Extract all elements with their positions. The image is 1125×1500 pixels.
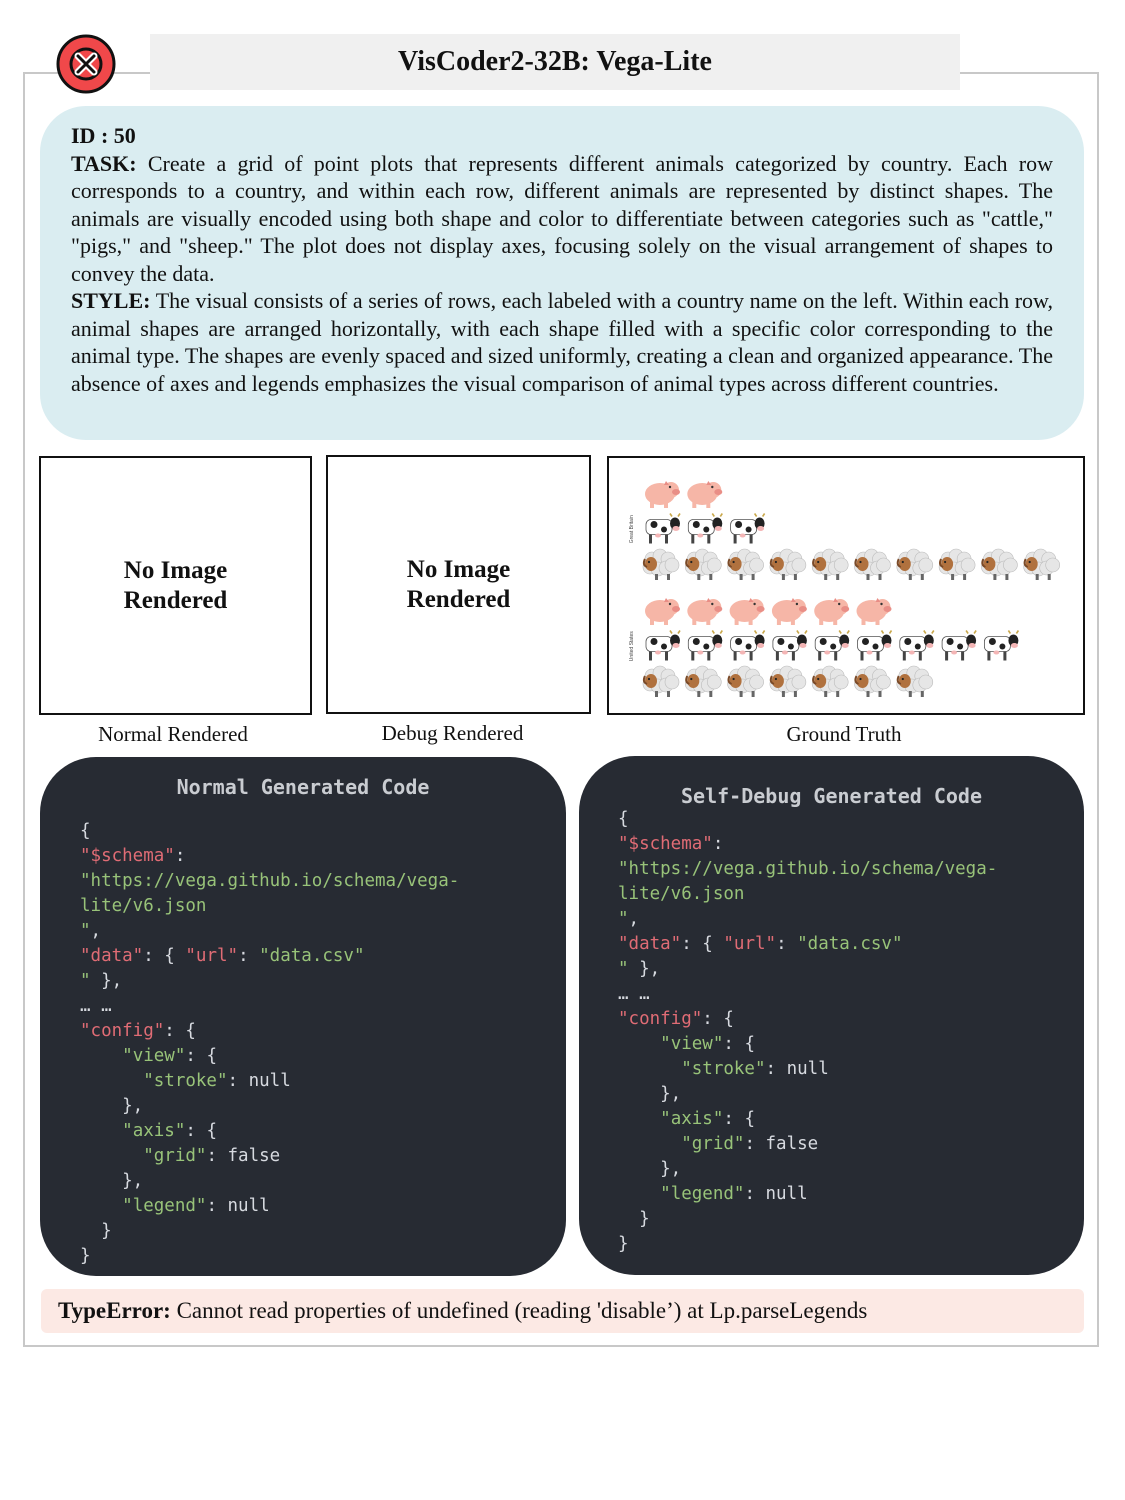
- code-token: : {: [185, 1121, 217, 1141]
- code-line: [618, 1132, 997, 1157]
- debug-code-title: Self-Debug Generated Code: [680, 784, 983, 808]
- no-image-message: [328, 555, 589, 615]
- code-token: ": [618, 909, 629, 929]
- cattle-mark: [646, 631, 680, 661]
- sheep-mark: [855, 666, 891, 697]
- code-line: [618, 1232, 997, 1257]
- code-token: "grid": [681, 1134, 745, 1154]
- style-text: The visual consists of a series of rows, each labeled with a country name on the left. Within each row, animal shapes are arranged horizontally, with each shape filled with a specific color corresponding to the animal type. The shapes are evenly spaced and sized uniformly, creating a clean and organized appearance. The absence of axes and legends emphasizes the visual comparison of animal types across different countries.: [71, 288, 1053, 396]
- code-token: "axis": [660, 1109, 724, 1129]
- pigs-mark: [687, 481, 722, 508]
- code-line: [80, 1194, 459, 1219]
- error-text: Cannot read properties of undefined (reading 'disable’) at Lp.parseLegends: [170, 1298, 868, 1323]
- code-line: [618, 1032, 997, 1057]
- code-token: lite/v6.json: [80, 896, 207, 916]
- code-token: "config": [80, 1021, 165, 1041]
- code-token: "axis": [122, 1121, 186, 1141]
- code-token: ": [80, 921, 91, 941]
- sheep-mark: [643, 666, 679, 697]
- pigs-mark: [772, 598, 807, 625]
- debug-render-caption: Debug Rendered: [381, 721, 524, 745]
- code-line: [618, 1082, 997, 1107]
- task-description: [40, 106, 1084, 440]
- code-line: [80, 1019, 459, 1044]
- code-line: [618, 832, 997, 857]
- code-line: [80, 1169, 459, 1194]
- code-token: … …: [80, 996, 112, 1016]
- code-line: [618, 857, 997, 882]
- sheep-mark: [939, 549, 975, 580]
- cattle-mark: [858, 631, 892, 661]
- code-token: },: [618, 1159, 682, 1179]
- code-line: [80, 919, 459, 944]
- no-image-line2: Rendered: [406, 585, 511, 613]
- code-line: [80, 1119, 459, 1144]
- code-line: [618, 932, 997, 957]
- code-line: [618, 907, 997, 932]
- debug-render-panel: [326, 455, 591, 714]
- code-token: : {: [723, 1034, 755, 1054]
- sheep-mark: [812, 549, 848, 580]
- code-token: ": [80, 971, 91, 991]
- code-token: : {: [681, 934, 724, 954]
- debug-code-block: [579, 756, 1084, 1275]
- code-token: : false: [744, 1134, 819, 1154]
- sheep-mark: [728, 666, 764, 697]
- sheep-mark: [685, 549, 721, 580]
- cattle-mark: [646, 514, 680, 544]
- code-token: :: [712, 834, 724, 854]
- code-token: [618, 1109, 660, 1129]
- ground-truth-caption: Ground Truth: [786, 722, 902, 746]
- code-token: "https://vega.github.io/schema/vega-: [618, 859, 998, 879]
- normal-code-title: Normal Generated Code: [176, 775, 430, 799]
- normal-render-caption: Normal Rendered: [98, 722, 248, 746]
- code-line: [80, 969, 459, 994]
- cattle-mark: [815, 631, 849, 661]
- code-token: "config": [618, 1009, 703, 1029]
- code-token: }: [618, 1209, 650, 1229]
- code-token: },: [628, 959, 661, 979]
- code-token: "view": [660, 1034, 724, 1054]
- code-token: : false: [206, 1146, 281, 1166]
- cattle-mark: [688, 631, 722, 661]
- task-id: ID : 50: [71, 123, 136, 148]
- style-label: STYLE:: [71, 288, 151, 313]
- code-token: [618, 1134, 681, 1154]
- code-token: : null: [744, 1184, 808, 1204]
- code-token: : {: [143, 946, 186, 966]
- code-token: {: [618, 809, 629, 829]
- code-token: "$schema": [618, 834, 713, 854]
- pigs-mark: [645, 598, 680, 625]
- sheep-mark: [643, 549, 679, 580]
- code-token: "stroke": [143, 1071, 228, 1091]
- code-token: :: [238, 946, 260, 966]
- task-text: Create a grid of point plots that represents different animals categorized by country. Each row corresponds to a country, and within each row, different animals are represented by distinct shapes. The animals are visually encoded using both shape and color to differentiate between categories such as "cattle," "pigs," and "sheep." The plot does not display axes, focusing solely on the visual arrangement of shapes to convey the data.: [71, 150, 1053, 286]
- no-image-line2: Rendered: [123, 586, 228, 614]
- code-token: : {: [723, 1109, 755, 1129]
- no-image-line1: No Image: [123, 556, 228, 584]
- code-line: [80, 1144, 459, 1169]
- pigs-mark: [857, 598, 892, 625]
- cattle-mark: [900, 631, 934, 661]
- figure-title: VisCoder2-32B: Vega-Lite: [150, 34, 960, 90]
- code-token: :: [174, 846, 186, 866]
- normal-code-block: [40, 757, 566, 1276]
- code-line: [618, 982, 997, 1007]
- code-token: "stroke": [681, 1059, 766, 1079]
- code-token: [80, 1121, 122, 1141]
- sheep-mark: [770, 549, 806, 580]
- code-line: [618, 1057, 997, 1082]
- code-token: },: [80, 1096, 144, 1116]
- code-line: [618, 1207, 997, 1232]
- normal-code-lines: [80, 819, 459, 1269]
- sheep-mark: [728, 549, 764, 580]
- fail-x-icon: [56, 34, 116, 94]
- pigs-mark: [645, 481, 680, 508]
- sheep-mark: [812, 666, 848, 697]
- cattle-mark: [773, 631, 807, 661]
- code-token: … …: [618, 984, 650, 1004]
- code-token: : null: [227, 1071, 291, 1091]
- code-token: "data.csv": [259, 946, 365, 966]
- cattle-mark: [942, 631, 976, 661]
- code-line: [80, 1219, 459, 1244]
- code-line: [618, 882, 997, 907]
- code-token: ,: [90, 921, 102, 941]
- no-image-message: [41, 556, 310, 616]
- sheep-mark: [685, 666, 721, 697]
- code-token: ,: [628, 909, 640, 929]
- code-line: [80, 944, 459, 969]
- normal-render-panel: [39, 456, 312, 715]
- code-token: lite/v6.json: [618, 884, 745, 904]
- code-line: [618, 1182, 997, 1207]
- error-message: [41, 1289, 1084, 1333]
- error-label: TypeError:: [58, 1298, 171, 1323]
- task-label: TASK:: [71, 150, 137, 176]
- code-token: : null: [206, 1196, 270, 1216]
- code-token: }: [80, 1246, 91, 1266]
- country-label: United States: [629, 631, 635, 662]
- pigs-mark: [814, 598, 849, 625]
- code-line: [80, 844, 459, 869]
- code-token: "grid": [143, 1146, 207, 1166]
- code-line: [80, 894, 459, 919]
- code-token: "data": [80, 946, 144, 966]
- sheep-mark: [981, 549, 1017, 580]
- code-token: [80, 1046, 122, 1066]
- code-line: [80, 1244, 459, 1269]
- sheep-mark: [770, 666, 806, 697]
- code-token: : null: [765, 1059, 829, 1079]
- code-token: "legend": [660, 1184, 745, 1204]
- code-line: [80, 1069, 459, 1094]
- code-line: [618, 957, 997, 982]
- code-token: },: [80, 1171, 144, 1191]
- code-token: "url": [185, 946, 239, 966]
- code-token: }: [80, 1221, 112, 1241]
- code-line: [80, 869, 459, 894]
- code-token: [618, 1184, 660, 1204]
- code-line: [618, 807, 997, 832]
- code-token: "data": [618, 934, 682, 954]
- ground-truth-panel: [607, 456, 1085, 715]
- no-image-line1: No Image: [406, 555, 511, 583]
- cattle-mark: [688, 514, 722, 544]
- code-token: [618, 1059, 681, 1079]
- code-line: [618, 1107, 997, 1132]
- code-line: [80, 1044, 459, 1069]
- sheep-mark: [897, 666, 933, 697]
- code-token: :: [776, 934, 798, 954]
- cattle-mark: [984, 631, 1018, 661]
- code-token: "$schema": [80, 846, 175, 866]
- code-line: [80, 994, 459, 1019]
- country-label: Great Britain: [629, 515, 635, 544]
- ground-truth-pictogram: [609, 458, 1083, 713]
- code-token: "data.csv": [797, 934, 903, 954]
- pigs-mark: [730, 598, 765, 625]
- code-token: },: [90, 971, 123, 991]
- code-line: [80, 1094, 459, 1119]
- code-line: [80, 819, 459, 844]
- code-token: [80, 1146, 143, 1166]
- code-token: : {: [185, 1046, 217, 1066]
- code-token: "view": [122, 1046, 186, 1066]
- sheep-mark: [897, 549, 933, 580]
- cattle-mark: [731, 631, 765, 661]
- code-token: : {: [164, 1021, 196, 1041]
- cattle-mark: [731, 514, 765, 544]
- code-line: [618, 1157, 997, 1182]
- code-token: [80, 1071, 143, 1091]
- code-token: "legend": [122, 1196, 207, 1216]
- code-token: "url": [723, 934, 777, 954]
- code-line: [618, 1007, 997, 1032]
- sheep-mark: [1024, 549, 1060, 580]
- sheep-mark: [855, 549, 891, 580]
- code-token: [80, 1196, 122, 1216]
- code-token: [618, 1034, 660, 1054]
- code-token: {: [80, 821, 91, 841]
- code-token: },: [618, 1084, 682, 1104]
- code-token: "https://vega.github.io/schema/vega-: [80, 871, 460, 891]
- code-token: ": [618, 959, 629, 979]
- debug-code-lines: [618, 807, 997, 1257]
- pigs-mark: [687, 598, 722, 625]
- code-token: }: [618, 1234, 629, 1254]
- code-token: : {: [702, 1009, 734, 1029]
